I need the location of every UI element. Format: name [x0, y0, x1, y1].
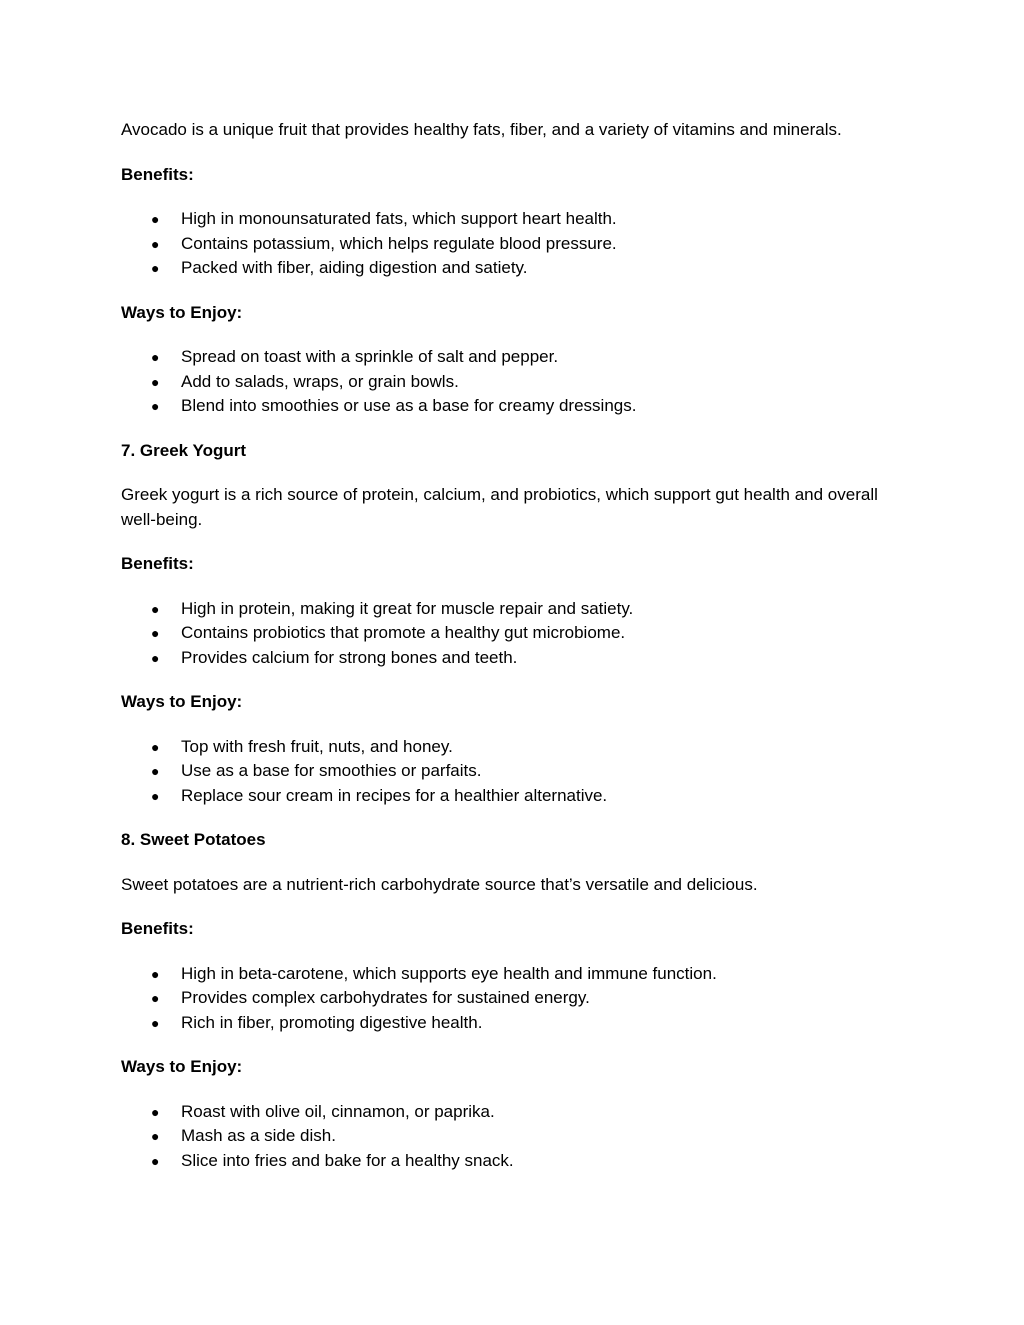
bullet-icon: ●	[151, 260, 160, 276]
bullet-icon: ●	[151, 1014, 160, 1031]
list-item: ● Blend into smoothies or use as a base for creamy dressings.	[121, 394, 911, 419]
avocado-intro: Avocado is a unique fruit that provides healthy fats, fiber, and a variety of vitamins and minerals.	[121, 120, 842, 139]
bullet-icon: ●	[151, 211, 160, 227]
bullet-icon: ●	[151, 373, 160, 390]
bullet-icon: ●	[151, 625, 160, 641]
list-item: ● Contains probiotics that promote a healthy gut microbiome.	[121, 621, 911, 646]
list-item: ● Contains potassium, which helps regulate blood pressure.	[121, 232, 911, 257]
list-item: ● Replace sour cream in recipes for a healthier alternative.	[121, 784, 911, 809]
list-item: ● Add to salads, wraps, or grain bowls.	[121, 370, 911, 395]
bullet-icon: ●	[151, 1103, 160, 1120]
greek-yogurt-ways-heading: Ways to Enjoy:	[121, 692, 243, 711]
bullet-icon: ●	[151, 965, 160, 982]
sweet-potatoes-ways-heading: Ways to Enjoy:	[121, 1057, 243, 1076]
bullet-icon: ●	[151, 349, 160, 365]
bullet-icon: ●	[151, 235, 160, 252]
bullet-icon: ●	[151, 990, 160, 1006]
greek-yogurt-benefits-list	[121, 597, 911, 671]
sweet-potatoes-benefits-list	[121, 962, 911, 1036]
bullet-icon: ●	[151, 600, 160, 617]
greek-yogurt-benefits-heading: Benefits:	[121, 554, 194, 573]
avocado-ways-list	[121, 345, 911, 419]
greek-yogurt-description: Greek yogurt is a rich source of protein, calcium, and probiotics, which support gut health and overall well-being.	[121, 485, 878, 529]
section-title-greek-yogurt: 7. Greek Yogurt	[121, 440, 247, 460]
sweet-potatoes-benefits-heading: Benefits:	[121, 919, 194, 938]
sweet-potatoes-description: Sweet potatoes are a nutrient-rich carbohydrate source that’s versatile and delicious.	[121, 874, 758, 894]
bullet-icon: ●	[151, 1152, 160, 1169]
bullet-icon: ●	[151, 787, 160, 804]
avocado-benefits-heading: Benefits:	[121, 164, 194, 184]
bullet-icon: ●	[151, 1128, 160, 1144]
sweet-potatoes-ways-list	[121, 1100, 911, 1174]
section-title-sweet-potatoes: 8. Sweet Potatoes	[121, 830, 266, 849]
list-item: ● Packed with fiber, aiding digestion and satiety.	[121, 256, 911, 281]
avocado-ways-heading: Ways to Enjoy:	[121, 302, 243, 322]
list-item: ● Top with fresh fruit, nuts, and honey.	[121, 735, 911, 760]
avocado-benefits-list	[121, 207, 911, 281]
list-item: ● Use as a base for smoothies or parfaits.	[121, 759, 911, 784]
list-item: ● High in protein, making it great for muscle repair and satiety.	[121, 597, 911, 622]
greek-yogurt-ways-list	[121, 735, 911, 809]
list-item: ● Provides calcium for strong bones and teeth.	[121, 646, 911, 671]
document-page	[121, 118, 911, 1193]
list-item: ● Mash as a side dish.	[121, 1124, 911, 1149]
bullet-icon: ●	[151, 649, 160, 666]
bullet-icon: ●	[151, 763, 160, 779]
bullet-icon: ●	[151, 738, 160, 755]
list-item: ● Spread on toast with a sprinkle of salt and pepper.	[121, 345, 911, 370]
list-item: ● High in monounsaturated fats, which support heart health.	[121, 207, 911, 232]
list-item: ● Provides complex carbohydrates for sustained energy.	[121, 986, 911, 1011]
list-item: ● Roast with olive oil, cinnamon, or paprika.	[121, 1100, 911, 1125]
bullet-icon: ●	[151, 398, 160, 414]
list-item: ● Slice into fries and bake for a healthy snack.	[121, 1149, 911, 1174]
list-item: ● High in beta-carotene, which supports eye health and immune function.	[121, 962, 911, 987]
list-item: ● Rich in fiber, promoting digestive health.	[121, 1011, 911, 1036]
